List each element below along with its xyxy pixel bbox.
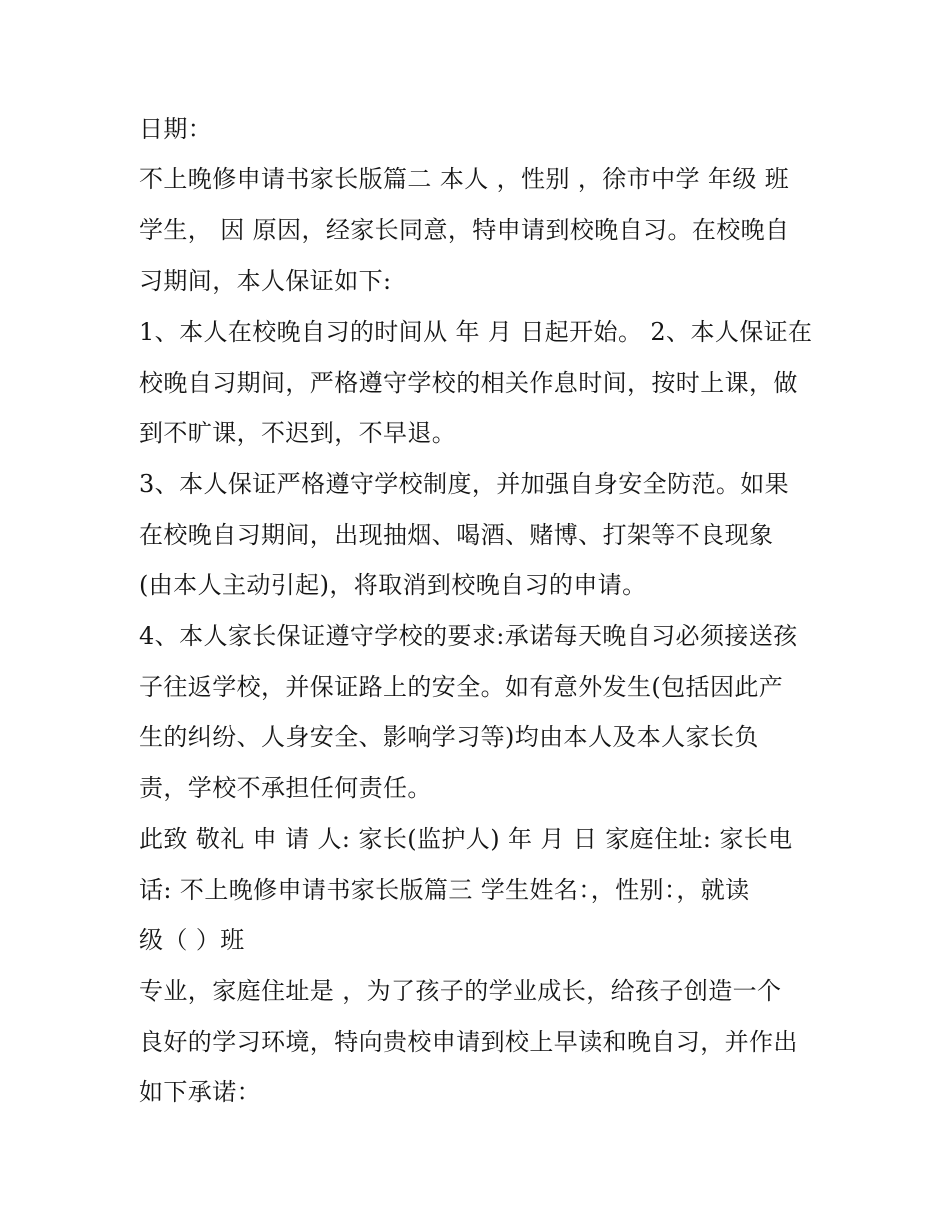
text-line: 如下承诺： <box>139 1078 261 1106</box>
text-line: 此致 敬礼 申 请 人: 家长(监护人) 年 月 日 家庭住址: 家长电 <box>139 825 793 853</box>
text-line: 习期间，本人保证如下: <box>139 267 392 295</box>
text-line: 在校晚自习期间，出现抽烟、喝酒、赌博、打架等不良现象 <box>139 521 774 549</box>
date-line: 日期： <box>139 115 213 143</box>
text-line: 3、本人保证严格遵守学校制度，并加强自身安全防范。如果 <box>139 470 790 498</box>
text-line: 到不旷课，不迟到，不早退。 <box>139 419 457 447</box>
text-line: 责，学校不承担任何责任。 <box>139 774 432 802</box>
text-line: (由本人主动引起)，将取消到校晚自习的申请。 <box>139 571 647 599</box>
text-line: 不上晚修申请书家长版篇二 本人 ，性别 ，徐市中学 年级 班 <box>139 165 790 193</box>
text-line: 子往返学校，并保证路上的安全。如有意外发生(包括因此产 <box>139 673 784 701</box>
text-line: 良好的学习环境，特向贵校申请到校上早读和晚自习，并作出 <box>139 1028 798 1056</box>
text-line: 4、本人家长保证遵守学校的要求:承诺每天晚自习必须接送孩 <box>139 622 798 650</box>
text-line: 生的纠纷、人身安全、影响学习等)均由本人及本人家长负 <box>139 723 759 751</box>
text-line: 话: 不上晚修申请书家长版篇三 学生姓名：，性别：，就读 <box>139 876 750 904</box>
text-line: 校晚自习期间，严格遵守学校的相关作息时间，按时上课，做 <box>139 369 798 397</box>
text-line: 级（ ）班 <box>139 926 245 954</box>
text-line: 专业，家庭住址是 ，为了孩子的学业成长，给孩子创造一个 <box>139 977 782 1005</box>
text-line: 1、本人在校晚自习的时间从 年 月 日起开始。 2、本人保证在 <box>139 318 813 346</box>
text-line: 学生， 因 原因，经家长同意，特申请到校晚自习。在校晚自 <box>139 216 790 244</box>
